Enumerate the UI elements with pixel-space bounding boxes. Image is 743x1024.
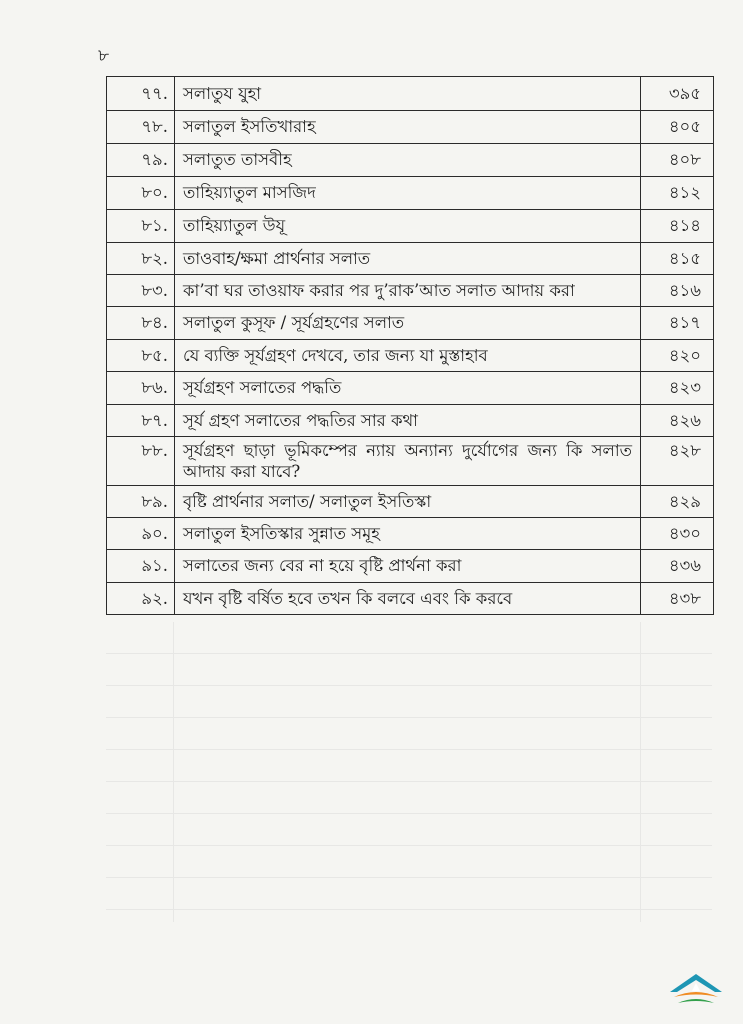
table-row	[107, 583, 714, 615]
entry-number: ৮৭.	[107, 405, 175, 437]
entry-number: ৮২.	[107, 243, 175, 275]
entry-number: ৮৯.	[107, 486, 175, 518]
entry-page: ৪২৯	[641, 486, 714, 518]
entry-title: সলাতুত তাসবীহ	[175, 144, 641, 177]
entry-page: ৪২০	[641, 340, 714, 372]
entry-page: ৪২৬	[641, 405, 714, 437]
entry-number: ৯১.	[107, 550, 175, 583]
entry-page: ৪০৫	[641, 111, 714, 144]
entry-title: সলাতুয যুহা	[175, 77, 641, 111]
entry-page: ৪৩৬	[641, 550, 714, 583]
entry-title: সলাতুল ইসতিখারাহ	[175, 111, 641, 144]
entry-title: তাহিয়্যাতুল মাসজিদ	[175, 177, 641, 210]
table-row	[107, 550, 714, 583]
table-row	[107, 405, 714, 437]
entry-number: ৮৮.	[107, 437, 175, 486]
publisher-logo-icon	[664, 970, 728, 1010]
table-row	[107, 307, 714, 340]
entry-page: ৪১২	[641, 177, 714, 210]
entry-page: ৪১৫	[641, 243, 714, 275]
entry-page: ৪৩৮	[641, 583, 714, 615]
table-row	[107, 340, 714, 372]
entry-number: ৭৮.	[107, 111, 175, 144]
page-number: ৮	[98, 46, 110, 66]
entry-title: যে ব্যক্তি সূর্যগ্রহণ দেখবে, তার জন্য যা মুস্তাহাব	[175, 340, 641, 372]
entry-page: ৪১৪	[641, 210, 714, 243]
entry-page: ৪৩০	[641, 518, 714, 550]
table-row	[107, 437, 714, 486]
entry-page: ৪১৭	[641, 307, 714, 340]
entry-page: ৪২৮	[641, 437, 714, 486]
entry-title: সলাতের জন্য বের না হয়ে বৃষ্টি প্রার্থনা করা	[175, 550, 641, 583]
table-row	[107, 243, 714, 275]
entry-number: ৮৬.	[107, 372, 175, 405]
entry-page: ৪২৩	[641, 372, 714, 405]
entry-title: সলাতুল ইসতিস্কার সুন্নাত সমূহ	[175, 518, 641, 550]
entry-number: ৮৫.	[107, 340, 175, 372]
entry-number: ৮০.	[107, 177, 175, 210]
table-row	[107, 77, 714, 111]
table-row	[107, 111, 714, 144]
table-of-contents	[106, 76, 714, 615]
table-row	[107, 486, 714, 518]
entry-title: সূর্য গ্রহণ সলাতের পদ্ধতির সার কথা	[175, 405, 641, 437]
entry-page: ৩৯৫	[641, 77, 714, 111]
entry-number: ৭৯.	[107, 144, 175, 177]
entry-page: ৪০৮	[641, 144, 714, 177]
entry-title: সলাতুল কুসূফ / সূর্যগ্রহণের সলাত	[175, 307, 641, 340]
entry-number: ৮৪.	[107, 307, 175, 340]
table-row	[107, 177, 714, 210]
table-row	[107, 372, 714, 405]
entry-number: ৮৩.	[107, 275, 175, 307]
table-row	[107, 518, 714, 550]
entry-title: তাহিয়্যাতুল উযূ	[175, 210, 641, 243]
entry-number: ৮১.	[107, 210, 175, 243]
entry-title: যখন বৃষ্টি বর্ষিত হবে তখন কি বলবে এবং কি করবে	[175, 583, 641, 615]
scan-show-through-texture	[106, 622, 712, 922]
table-row	[107, 144, 714, 177]
entry-number: ৯২.	[107, 583, 175, 615]
entry-title: সূর্যগ্রহণ ছাড়া ভূমিকম্পের ন্যায় অন্যান্য দুর্যোগের জন্য কি সলাত আদায় করা যাবে?	[175, 437, 641, 486]
entry-title: সূর্যগ্রহণ সলাতের পদ্ধতি	[175, 372, 641, 405]
table-row	[107, 210, 714, 243]
entry-title: তাওবাহ/ক্ষমা প্রার্থনার সলাত	[175, 243, 641, 275]
table-row	[107, 275, 714, 307]
entry-number: ৯০.	[107, 518, 175, 550]
entry-page: ৪১৬	[641, 275, 714, 307]
entry-number: ৭৭.	[107, 77, 175, 111]
entry-title: কা’বা ঘর তাওয়াফ করার পর দু’রাক’আত সলাত আদায় করা	[175, 275, 641, 307]
entry-title: বৃষ্টি প্রার্থনার সলাত/ সলাতুল ইসতিস্কা	[175, 486, 641, 518]
